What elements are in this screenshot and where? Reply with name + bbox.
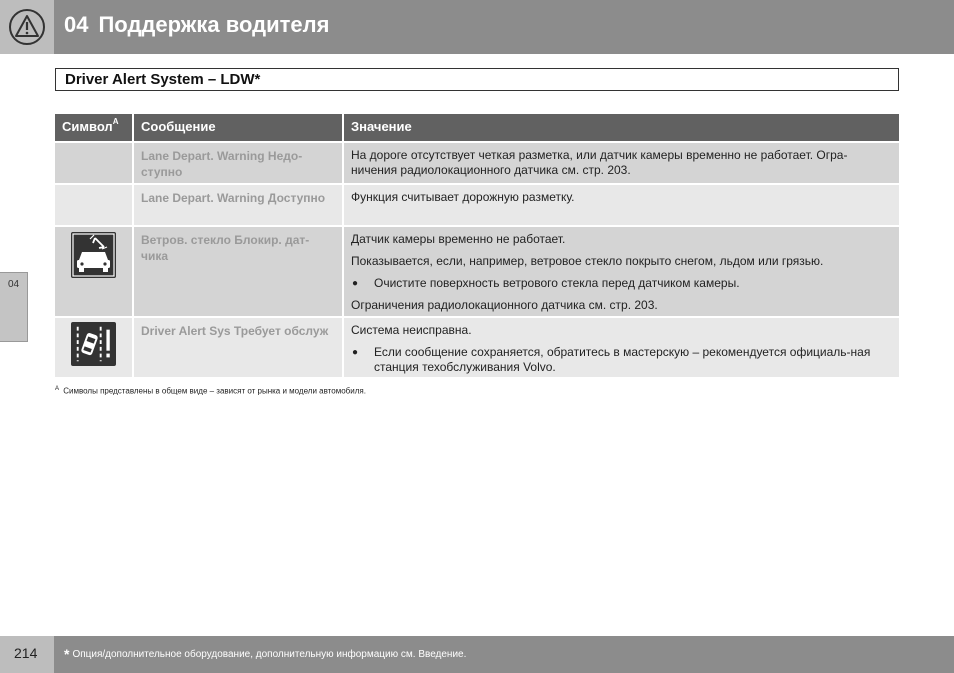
chapter-title-text: Поддержка водителя (98, 12, 330, 37)
chapter-number: 04 (64, 12, 89, 37)
table-footnote (55, 386, 366, 396)
section-title-box (55, 68, 899, 91)
footer-band (54, 636, 954, 673)
bullet-item (351, 276, 892, 291)
header-symbol-label: Символ (62, 119, 113, 134)
bullet-dot: ● (352, 347, 359, 358)
symbol-cell (55, 227, 134, 316)
meaning-text: Датчик камеры временно не работает. (351, 232, 566, 246)
header-meaning: Значение (351, 119, 412, 134)
footer-note (64, 646, 466, 662)
footnote-marker: A (55, 386, 60, 392)
warning-badge (0, 0, 54, 54)
header-message: Сообщение (134, 114, 344, 141)
section-title: Driver Alert System – LDW* (65, 71, 261, 88)
message-cell: Lane Depart. Warning Доступно (134, 185, 344, 225)
driver-alert-service-icon (71, 322, 116, 366)
message-cell: Driver Alert Sys Требует обслуж (134, 318, 344, 377)
symbol-cell (55, 185, 134, 225)
meaning-cell (344, 143, 899, 183)
footer-star: * (64, 646, 70, 662)
bullet-text: Если сообщение сохраняется, обратитесь в мастерскую – рекомендуется официаль-ная станция техобслуживания Volvo. (374, 345, 871, 374)
page-number-box (0, 636, 54, 673)
meaning-text: Ограничения радиолокационного датчика см. стр. 203. (351, 298, 658, 312)
meaning-text: Функция считывает дорожную разметку. (351, 190, 575, 204)
meaning-cell (344, 227, 899, 316)
footer-note-text: Опция/дополнительное оборудование, дополнительную информацию см. Введение. (72, 649, 467, 660)
warning-triangle-icon (8, 8, 46, 46)
table-row (55, 225, 899, 316)
messages-table (55, 114, 899, 377)
meaning-text: Показывается, если, например, ветровое стекло покрыто снегом, льдом или грязью. (351, 254, 824, 268)
symbol-cell (55, 143, 134, 183)
meaning-text: Система неисправна. (351, 323, 472, 337)
symbol-cell (55, 318, 134, 377)
table-row (55, 183, 899, 225)
chapter-header (54, 0, 954, 54)
meaning-text: На дороге отсутствует четкая разметка, или датчик камеры временно не работает. Огра-ничения радиолокационного датчика см. стр. 203. (351, 148, 848, 177)
bullet-text: Очистите поверхность ветрового стекла перед датчиком камеры. (374, 276, 740, 290)
table-row (55, 316, 899, 377)
message-cell: Lane Depart. Warning Недо-ступно (134, 143, 344, 183)
table-header (55, 114, 899, 141)
bullet-dot: ● (352, 278, 359, 289)
meaning-cell (344, 185, 899, 225)
side-tab-label: 04 (8, 279, 20, 290)
chapter-side-tab (0, 272, 28, 342)
header-symbol-footnote-marker: A (112, 117, 119, 126)
table-row (55, 141, 899, 183)
header-symbol (55, 114, 134, 141)
footnote-text: Символы представлены в общем виде – зависят от рынка и модели автомобиля. (63, 386, 366, 396)
chapter-title (64, 12, 329, 38)
windscreen-camera-blocked-icon (71, 232, 116, 278)
message-cell: Ветров. стекло Блокир. дат-чика (134, 227, 344, 316)
bullet-item (351, 345, 892, 375)
meaning-cell (344, 318, 899, 377)
page-number: 214 (14, 645, 38, 661)
